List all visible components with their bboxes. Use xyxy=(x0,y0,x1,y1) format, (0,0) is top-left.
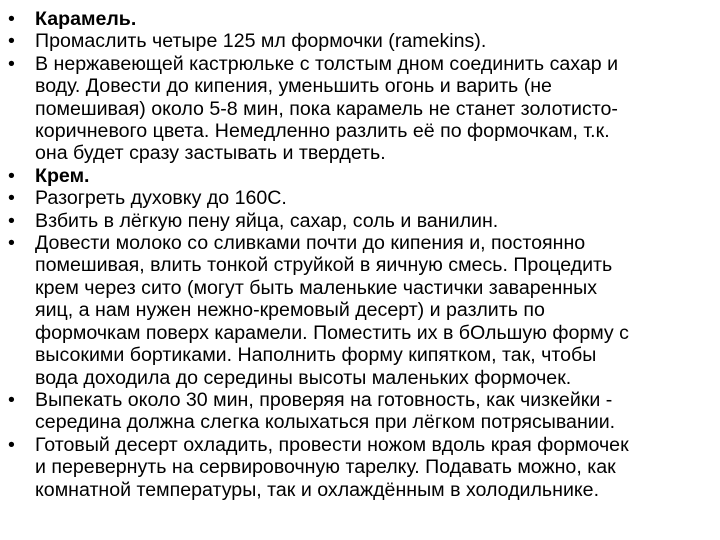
recipe-step-text xyxy=(35,30,712,52)
text-line: формочкам поверх карамели. Поместить их в бОльшую форму с xyxy=(35,321,629,344)
recipe-step-text xyxy=(35,53,712,165)
text-line: воду. Довести до кипения, уменьшить огонь и варить (не xyxy=(35,75,552,98)
bullet-icon: • xyxy=(8,232,15,255)
text-line: Разогреть духовку до 160С. xyxy=(35,187,287,210)
section-heading-item xyxy=(8,8,712,30)
recipe-step-item xyxy=(8,389,712,434)
text-line: Крем. xyxy=(35,164,90,187)
bullet-icon: • xyxy=(8,209,15,232)
text-line: Довести молоко со сливками почти до кипения и, постоянно xyxy=(35,232,586,255)
text-line: коричневого цвета. Немедленно разлить её по формочкам, т.к. xyxy=(35,120,610,143)
recipe-step-text xyxy=(35,210,712,232)
text-line: Промаслить четыре 125 мл формочки (ramekins). xyxy=(35,30,487,53)
text-line: помешивая) около 5-8 мин, пока карамель не станет золотисто- xyxy=(35,97,618,120)
text-line: Карамель. xyxy=(35,8,137,30)
bullet-icon: • xyxy=(8,187,15,210)
section-heading-item xyxy=(8,165,712,187)
recipe-step-item xyxy=(8,434,712,501)
section-heading-text xyxy=(35,165,712,187)
bullet-icon: • xyxy=(8,52,15,75)
recipe-step-text xyxy=(35,434,712,501)
recipe-step-text xyxy=(35,389,712,434)
bullet-icon: • xyxy=(8,388,15,411)
bullet-icon: • xyxy=(8,30,15,53)
text-line: В нержавеющей кастрюльке с толстым дном соединить сахар и xyxy=(35,52,619,75)
bullet-icon: • xyxy=(8,164,15,187)
section-heading-text xyxy=(35,8,712,30)
recipe-step-item xyxy=(8,187,712,209)
text-line: помешивая, влить тонкой струйкой в яичную смесь. Процедить xyxy=(35,254,613,277)
recipe-step-item xyxy=(8,210,712,232)
text-line: она будет сразу застывать и твердеть. xyxy=(35,142,386,165)
text-line: середина должна слегка колыхаться при лёгком потрясывании. xyxy=(35,411,616,434)
recipe-step-item xyxy=(8,30,712,52)
recipe-step-text xyxy=(35,232,712,389)
recipe-step-text xyxy=(35,187,712,209)
bullet-icon: • xyxy=(8,433,15,456)
bullet-icon: • xyxy=(8,8,15,30)
text-line: крем через сито (могут быть маленькие частички заваренных xyxy=(35,276,598,299)
text-line: и перевернуть на сервировочную тарелку. Подавать можно, как xyxy=(35,456,616,479)
recipe-steps-list xyxy=(8,8,712,501)
recipe-step-item xyxy=(8,53,712,165)
text-line: яиц, а нам нужен нежно-кремовый десерт) и разлить по xyxy=(35,299,545,322)
recipe-step-item xyxy=(8,232,712,389)
text-line: Готовый десерт охладить, провести ножом вдоль края формочек xyxy=(35,433,629,456)
text-line: Выпекать около 30 мин, проверяя на готовность, как чизкейки - xyxy=(35,388,613,411)
text-line: Взбить в лёгкую пену яйца, сахар, соль и ванилин. xyxy=(35,209,499,232)
text-line: комнатной температуры, так и охлаждённым в холодильнике. xyxy=(35,478,600,501)
text-line: вода доходила до середины высоты маленьких формочек. xyxy=(35,366,572,389)
text-line: высокими бортиками. Наполнить форму кипятком, так, чтобы xyxy=(35,344,597,367)
